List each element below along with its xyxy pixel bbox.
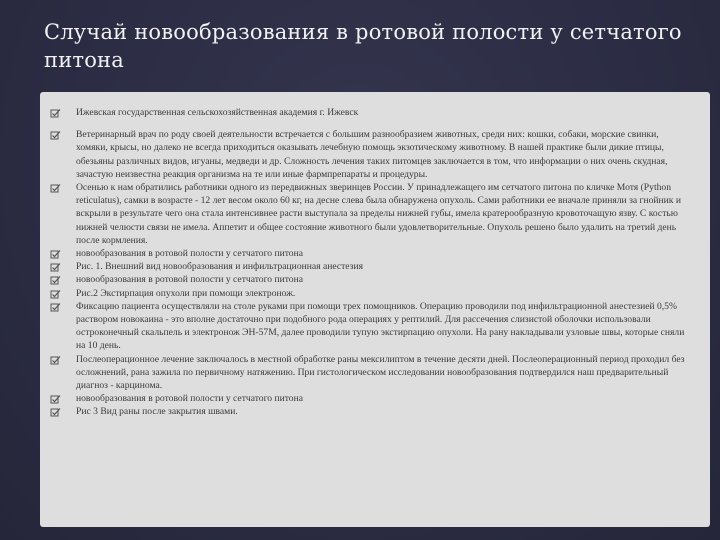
list-item bbox=[50, 247, 692, 260]
checkbox-icon bbox=[50, 130, 61, 141]
checkbox-icon bbox=[50, 183, 61, 194]
list-item-text: Рис 3 Вид раны после закрытия швами. bbox=[76, 406, 238, 418]
checkbox-icon bbox=[50, 407, 61, 418]
checkbox-icon bbox=[50, 355, 61, 366]
list-item-text: Ветеринарный врач по роду своей деятельности встречается с большим разнообразием животных, среди них: кошки, собаки, морские свинки, хомяки, крысы, но далеко не всегда приходиться оказывать лечебную помощь экзотическому животному. В нашей практике были дикие птицы, обезьяны различных видов, игуаны, медведи и др. Сложность лечения таких питомцев заключается в том, что информации о них очень скудная, зачастую неизвестна реакция организма на те или иные фармпрепараты и процедуры. bbox=[76, 129, 668, 180]
list-item bbox=[50, 128, 692, 181]
checkbox-icon bbox=[50, 262, 61, 273]
list-item-text: новообразования в ротовой полости у сетчатого питона bbox=[76, 393, 303, 405]
list-item-text: Фиксацию пациента осуществляли на столе руками при помощи трех помощников. Операцию проводили под инфильтрационной анестезией 0,5% раствором новокаина - это вполне достаточно при подобного рода операциях у рептилий. Для рассечения слизистой оболочки использовали остроконечный скальпель и электронож ЭН-57М, далее проводили тупую экстирпацию опухоли. На рану накладывали узловые швы, которые сняли на 10 день. bbox=[76, 300, 685, 352]
checkbox-icon bbox=[50, 289, 61, 300]
content-panel bbox=[40, 92, 710, 527]
list-item-text: новообразования в ротовой полости у сетчатого питона bbox=[76, 248, 303, 260]
checkbox-icon bbox=[50, 275, 61, 286]
list-item bbox=[50, 181, 692, 247]
list-item-text: Рис. 1. Внешний вид новообразования и инфильтрационная анестезия bbox=[76, 261, 364, 273]
list-item bbox=[50, 106, 692, 119]
checkbox-icon bbox=[50, 394, 61, 405]
list-item bbox=[50, 405, 692, 418]
list-item bbox=[50, 260, 692, 273]
checkbox-icon bbox=[50, 108, 61, 119]
list-item-text: Рис.2 Экстирпация опухоли при помощи электронож. bbox=[76, 287, 296, 299]
list-item bbox=[50, 300, 692, 353]
bullet-list bbox=[40, 92, 710, 419]
list-item-text: Ижевская государственная сельскохозяйственная академия г. Ижевск bbox=[76, 107, 359, 118]
list-item bbox=[50, 273, 692, 286]
list-item-text: Послеоперационное лечение заключалось в местной обработке раны мексилиптом в течение десяти дней. Послеоперационный период проходил без осложнений, рана зажила по первичному натяжению. При гистологическом исследовании новообразования подтвердился наш предварительный диагноз - карцинома. bbox=[76, 353, 685, 392]
slide-title: Случай новообразования в ротовой полости у сетчатого питона bbox=[44, 20, 682, 72]
list-item bbox=[50, 287, 692, 300]
list-item bbox=[50, 353, 692, 393]
list-item-text: Осенью к нам обратились работники одного из передвижных зверинцев России. У принадлежащего им сетчатого питона по кличке Мотя (Python reticulatus), самки в возрасте - 12 лет весом около 60 кг, на десне слева была обнаружена опухоль. Сами работники ее вначале приняли за гнойник и вскрыли в результате чего она стала интенсивнее расти выступала за пределы нижней губы, имела кратерообразную кровоточащую язву. С костью нижней челюсти связи не имела. Аппетит и общее состояние животного были удовлетворительные. Опухоль решено было удалить на третий день после кормления. bbox=[76, 182, 681, 246]
checkbox-icon bbox=[50, 249, 61, 260]
list-item-text: новообразования в ротовой полости у сетчатого питона bbox=[76, 274, 303, 286]
checkbox-icon bbox=[50, 302, 61, 313]
list-item bbox=[50, 392, 692, 405]
